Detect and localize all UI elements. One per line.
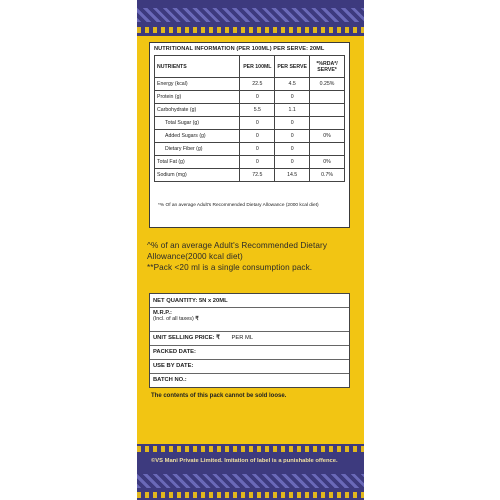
nutrition-header-row — [155, 56, 345, 78]
per-100ml-value: 0 — [240, 156, 275, 169]
rda-value: 0.7% — [310, 169, 345, 182]
mrp-label: M.R.P.: — [153, 310, 172, 316]
per-serve-value: 14.5 — [275, 169, 310, 182]
nutrient-name: Added Sugars (g) — [155, 130, 240, 143]
product-info-box — [149, 293, 350, 388]
nutrition-title: NUTRITIONAL INFORMATION (PER 100ML) PER SERVE: 20ML — [154, 46, 325, 52]
table-row — [155, 78, 345, 91]
nutrient-name: Dietary Fiber (g) — [155, 143, 240, 156]
rupee-icon: ₹ — [195, 316, 199, 322]
nutrient-name: Carbohydrate (g) — [155, 104, 240, 117]
per-serve-value: 0 — [275, 156, 310, 169]
table-row — [155, 104, 345, 117]
nutrient-name: Protein (g) — [155, 91, 240, 104]
table-row — [155, 130, 345, 143]
copyright-footer: ©VS Mani Private Limited. Imitation of label is a punishable offence. — [151, 458, 338, 464]
packed-date-field: PACKED DATE: — [153, 349, 196, 355]
header-nutrients: NUTRIENTS — [155, 56, 240, 78]
allowance-notes — [147, 240, 357, 273]
net-quantity: NET QUANTITY: 5N x 20ML — [153, 298, 228, 304]
bottom-pattern-border — [137, 444, 364, 500]
per-100ml-value: 72.5 — [240, 169, 275, 182]
use-by-field: USE BY DATE: — [153, 363, 194, 369]
per-100ml-value: 0 — [240, 91, 275, 104]
per-serve-value: 0 — [275, 143, 310, 156]
nutrient-name: Total Fat (g) — [155, 156, 240, 169]
per-100ml-value: 0 — [240, 130, 275, 143]
unit-price-field — [153, 335, 253, 341]
nutrient-name: Total Sugar (g) — [155, 117, 240, 130]
table-row — [155, 117, 345, 130]
loose-sale-notice: The contents of this pack cannot be sold loose. — [151, 393, 287, 399]
single-pack-note: **Pack <20 ml is a single consumption pack. — [147, 263, 313, 272]
rda-value — [310, 117, 345, 130]
unit-price-label: UNIT SELLING PRICE: — [153, 335, 215, 341]
table-row — [155, 169, 345, 182]
per-serve-value: 4.5 — [275, 78, 310, 91]
nutrient-name: Energy (kcal) — [155, 78, 240, 91]
table-row — [155, 143, 345, 156]
header-rda: *%RDA*/ SERVE* — [310, 56, 345, 78]
per-serve-value: 1.1 — [275, 104, 310, 117]
rda-value: 0% — [310, 156, 345, 169]
nutrient-name: Sodium (mg) — [155, 169, 240, 182]
rda-value — [310, 91, 345, 104]
rda-value: 0% — [310, 130, 345, 143]
label-panel — [137, 0, 364, 500]
per-100ml-value: 5.5 — [240, 104, 275, 117]
mrp-field — [153, 310, 199, 322]
nutrition-table — [154, 55, 345, 182]
rda-value: 0.25% — [310, 78, 345, 91]
header-per-serve: PER SERVE — [275, 56, 310, 78]
per-ml-label: PER ML — [231, 335, 254, 341]
nutrition-facts-box — [149, 42, 350, 228]
per-100ml-value: 0 — [240, 117, 275, 130]
header-per-100ml: PER 100ML — [240, 56, 275, 78]
rupee-icon: ₹ — [216, 335, 220, 341]
per-100ml-value: 22.5 — [240, 78, 275, 91]
per-serve-value: 0 — [275, 117, 310, 130]
rda-value — [310, 104, 345, 117]
table-row — [155, 91, 345, 104]
rda-footnote: *% Of an average Adult's Recommended Dietary Allowance (2000 kcal diet) — [158, 203, 319, 208]
rda-note-line: ^% of an average Adult's Recommended Dietary Allowance(2000 kcal diet) — [147, 241, 328, 261]
rda-value — [310, 143, 345, 156]
mrp-subtext: (Incl. of all taxes) ₹ — [153, 316, 199, 322]
top-pattern-border — [137, 0, 364, 36]
table-row — [155, 156, 345, 169]
per-100ml-value: 0 — [240, 143, 275, 156]
batch-field: BATCH NO.: — [153, 377, 187, 383]
per-serve-value: 0 — [275, 130, 310, 143]
per-serve-value: 0 — [275, 91, 310, 104]
